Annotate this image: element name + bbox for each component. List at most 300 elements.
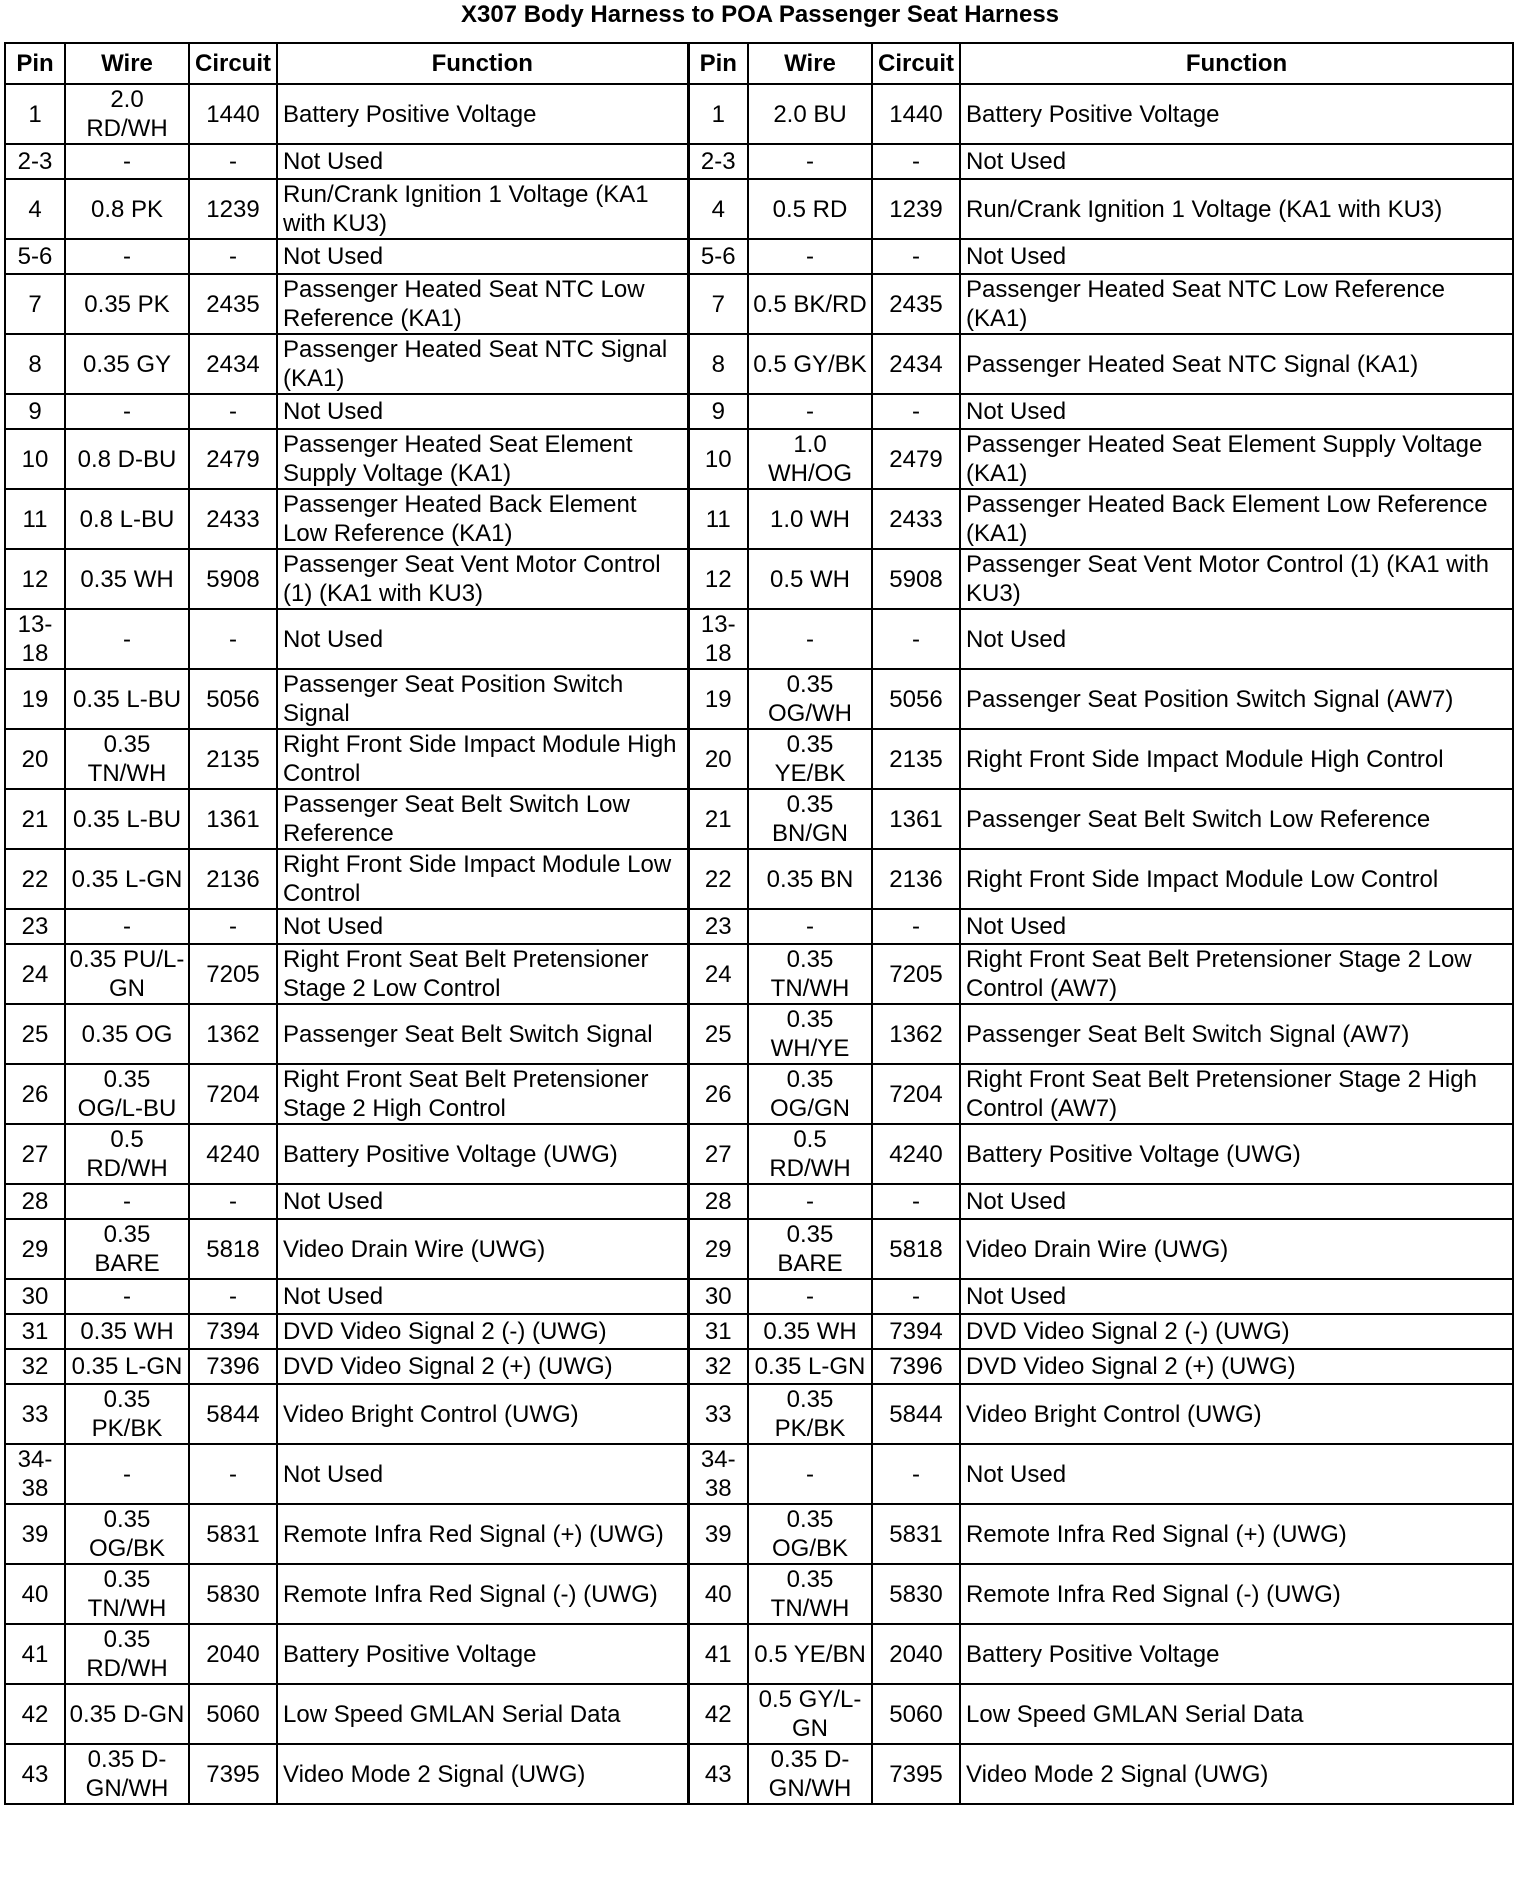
cell-wire-right: 0.35 PK/BK [748,1384,872,1444]
cell-function-right: Not Used [960,1444,1513,1504]
cell-circuit-right: 1362 [872,1004,960,1064]
cell-pin-right: 29 [688,1219,748,1279]
cell-circuit-left: 2433 [189,489,277,549]
table-row [5,84,1513,144]
cell-pin-left: 20 [5,729,65,789]
table-body [5,84,1513,1804]
cell-circuit-right: 5818 [872,1219,960,1279]
cell-circuit-right: 7205 [872,944,960,1004]
table-row [5,1684,1513,1744]
cell-pin-right: 33 [688,1384,748,1444]
cell-wire-left: 0.35 OG/L-BU [65,1064,189,1124]
cell-pin-right: 40 [688,1564,748,1624]
cell-circuit-left: 5830 [189,1564,277,1624]
cell-circuit-right: - [872,394,960,429]
cell-pin-left: 11 [5,489,65,549]
cell-wire-right: 0.5 GY/L-GN [748,1684,872,1744]
cell-wire-left: 0.35 WH [65,549,189,609]
cell-circuit-left: 1362 [189,1004,277,1064]
header-circuit-right: Circuit [872,43,960,84]
table-row [5,429,1513,489]
table-row [5,144,1513,179]
cell-wire-left: 0.35 PK [65,274,189,334]
cell-wire-left: - [65,609,189,669]
cell-function-right: Battery Positive Voltage (UWG) [960,1124,1513,1184]
cell-function-right: Passenger Heated Back Element Low Reference (KA1) [960,489,1513,549]
cell-function-left: Not Used [277,1184,688,1219]
cell-wire-right: - [748,609,872,669]
cell-pin-right: 21 [688,789,748,849]
cell-pin-right: 26 [688,1064,748,1124]
cell-pin-right: 19 [688,669,748,729]
cell-pin-right: 28 [688,1184,748,1219]
cell-pin-left: 33 [5,1384,65,1444]
cell-wire-left: 0.35 PK/BK [65,1384,189,1444]
header-function-left: Function [277,43,688,84]
cell-pin-right: 7 [688,274,748,334]
cell-wire-left: - [65,1184,189,1219]
cell-circuit-left: 7395 [189,1744,277,1804]
header-wire-left: Wire [65,43,189,84]
cell-circuit-left: - [189,1184,277,1219]
cell-wire-right: - [748,144,872,179]
cell-wire-right: - [748,1279,872,1314]
table-header-row [5,43,1513,84]
cell-circuit-right: - [872,1184,960,1219]
cell-pin-left: 26 [5,1064,65,1124]
cell-circuit-right: 4240 [872,1124,960,1184]
cell-pin-right: 11 [688,489,748,549]
cell-circuit-left: 2435 [189,274,277,334]
cell-function-left: Passenger Heated Seat NTC Low Reference (KA1) [277,274,688,334]
cell-circuit-left: 1440 [189,84,277,144]
cell-function-right: Run/Crank Ignition 1 Voltage (KA1 with KU3) [960,179,1513,239]
page-title: X307 Body Harness to POA Passenger Seat Harness [460,1,1060,28]
table-row [5,1444,1513,1504]
cell-pin-right: 13-18 [688,609,748,669]
cell-function-left: DVD Video Signal 2 (+) (UWG) [277,1349,688,1384]
table-row [5,489,1513,549]
cell-circuit-right: 7395 [872,1744,960,1804]
cell-circuit-right: 7396 [872,1349,960,1384]
cell-wire-right: 0.35 OG/WH [748,669,872,729]
table-row [5,334,1513,394]
cell-wire-left: 0.35 RD/WH [65,1624,189,1684]
cell-function-left: Passenger Seat Belt Switch Signal [277,1004,688,1064]
cell-function-right: Video Drain Wire (UWG) [960,1219,1513,1279]
cell-circuit-right: - [872,239,960,274]
cell-pin-left: 30 [5,1279,65,1314]
cell-wire-left: 0.35 TN/WH [65,729,189,789]
cell-circuit-left: 2434 [189,334,277,394]
table-row [5,1384,1513,1444]
cell-circuit-right: 5908 [872,549,960,609]
cell-pin-left: 10 [5,429,65,489]
cell-pin-right: 41 [688,1624,748,1684]
pinout-table-container [4,42,1512,1805]
cell-function-left: Right Front Seat Belt Pretensioner Stage 2 Low Control [277,944,688,1004]
cell-function-right: Right Front Seat Belt Pretensioner Stage 2 High Control (AW7) [960,1064,1513,1124]
cell-wire-left: 2.0 RD/WH [65,84,189,144]
cell-circuit-right: 2040 [872,1624,960,1684]
cell-wire-right: 0.35 TN/WH [748,944,872,1004]
cell-circuit-right: 2135 [872,729,960,789]
cell-function-right: Passenger Heated Seat Element Supply Voltage (KA1) [960,429,1513,489]
cell-circuit-left: - [189,609,277,669]
cell-function-right: Passenger Seat Belt Switch Signal (AW7) [960,1004,1513,1064]
cell-function-left: Video Mode 2 Signal (UWG) [277,1744,688,1804]
cell-pin-left: 12 [5,549,65,609]
cell-pin-left: 32 [5,1349,65,1384]
cell-function-right: Remote Infra Red Signal (+) (UWG) [960,1504,1513,1564]
cell-pin-right: 22 [688,849,748,909]
cell-function-left: DVD Video Signal 2 (-) (UWG) [277,1314,688,1349]
cell-circuit-left: 7396 [189,1349,277,1384]
cell-function-left: Not Used [277,1444,688,1504]
cell-pin-right: 25 [688,1004,748,1064]
cell-function-right: Passenger Heated Seat NTC Signal (KA1) [960,334,1513,394]
cell-pin-left: 19 [5,669,65,729]
cell-function-right: Passenger Seat Vent Motor Control (1) (KA1 with KU3) [960,549,1513,609]
cell-function-right: Not Used [960,909,1513,944]
cell-wire-right: 0.5 WH [748,549,872,609]
cell-pin-right: 8 [688,334,748,394]
header-pin-right: Pin [688,43,748,84]
cell-pin-right: 5-6 [688,239,748,274]
table-row [5,669,1513,729]
cell-pin-left: 31 [5,1314,65,1349]
cell-pin-left: 23 [5,909,65,944]
cell-circuit-right: 5060 [872,1684,960,1744]
cell-wire-left: 0.35 WH [65,1314,189,1349]
cell-pin-left: 28 [5,1184,65,1219]
cell-pin-right: 9 [688,394,748,429]
cell-circuit-left: - [189,1279,277,1314]
cell-circuit-left: - [189,909,277,944]
cell-pin-right: 27 [688,1124,748,1184]
cell-wire-right: 0.5 YE/BN [748,1624,872,1684]
cell-circuit-left: 2040 [189,1624,277,1684]
cell-wire-left: 0.35 L-GN [65,849,189,909]
cell-pin-right: 23 [688,909,748,944]
cell-circuit-right: 2479 [872,429,960,489]
cell-function-left: Not Used [277,394,688,429]
cell-pin-left: 25 [5,1004,65,1064]
cell-wire-right: - [748,394,872,429]
cell-pin-left: 29 [5,1219,65,1279]
cell-wire-right: - [748,239,872,274]
cell-pin-left: 5-6 [5,239,65,274]
cell-wire-right: 0.35 WH [748,1314,872,1349]
cell-wire-right: 0.35 WH/YE [748,1004,872,1064]
cell-function-right: Battery Positive Voltage [960,1624,1513,1684]
cell-circuit-right: 5056 [872,669,960,729]
cell-function-right: Not Used [960,1279,1513,1314]
cell-function-left: Passenger Seat Position Switch Signal [277,669,688,729]
table-row [5,729,1513,789]
cell-wire-left: 0.8 D-BU [65,429,189,489]
cell-function-right: Passenger Seat Belt Switch Low Reference [960,789,1513,849]
cell-circuit-right: - [872,609,960,669]
cell-pin-left: 7 [5,274,65,334]
cell-pin-left: 27 [5,1124,65,1184]
table-row [5,789,1513,849]
cell-circuit-left: 2135 [189,729,277,789]
cell-function-left: Low Speed GMLAN Serial Data [277,1684,688,1744]
table-row [5,1124,1513,1184]
cell-pin-right: 43 [688,1744,748,1804]
cell-circuit-left: 5060 [189,1684,277,1744]
cell-circuit-right: 1440 [872,84,960,144]
cell-function-right: Video Bright Control (UWG) [960,1384,1513,1444]
cell-function-right: Not Used [960,609,1513,669]
cell-circuit-left: 1239 [189,179,277,239]
cell-wire-left: 0.35 D-GN [65,1684,189,1744]
cell-function-right: Not Used [960,239,1513,274]
cell-function-left: Passenger Heated Seat Element Supply Voltage (KA1) [277,429,688,489]
cell-function-right: Low Speed GMLAN Serial Data [960,1684,1513,1744]
cell-pin-left: 39 [5,1504,65,1564]
cell-function-left: Battery Positive Voltage [277,84,688,144]
cell-circuit-right: 2435 [872,274,960,334]
table-row [5,274,1513,334]
cell-wire-left: - [65,144,189,179]
cell-wire-right: 0.35 YE/BK [748,729,872,789]
cell-circuit-left: 1361 [189,789,277,849]
cell-pin-left: 9 [5,394,65,429]
cell-circuit-left: - [189,239,277,274]
table-row [5,1219,1513,1279]
cell-circuit-right: - [872,1279,960,1314]
cell-wire-right: 0.5 BK/RD [748,274,872,334]
cell-pin-right: 1 [688,84,748,144]
cell-function-left: Not Used [277,239,688,274]
cell-wire-right: - [748,1184,872,1219]
header-wire-right: Wire [748,43,872,84]
cell-wire-right: 0.35 OG/GN [748,1064,872,1124]
cell-wire-right: 0.35 BARE [748,1219,872,1279]
cell-wire-left: 0.35 OG [65,1004,189,1064]
cell-circuit-right: 1239 [872,179,960,239]
cell-function-right: Right Front Seat Belt Pretensioner Stage 2 Low Control (AW7) [960,944,1513,1004]
cell-function-right: Remote Infra Red Signal (-) (UWG) [960,1564,1513,1624]
cell-function-right: Passenger Heated Seat NTC Low Reference (KA1) [960,274,1513,334]
cell-wire-left: 0.35 GY [65,334,189,394]
cell-wire-right: 0.5 RD [748,179,872,239]
cell-circuit-left: 5831 [189,1504,277,1564]
cell-circuit-right: 5831 [872,1504,960,1564]
cell-pin-right: 20 [688,729,748,789]
cell-wire-left: - [65,239,189,274]
cell-pin-left: 42 [5,1684,65,1744]
cell-wire-right: - [748,909,872,944]
cell-pin-left: 40 [5,1564,65,1624]
cell-pin-right: 32 [688,1349,748,1384]
cell-wire-left: - [65,1444,189,1504]
table-row [5,239,1513,274]
cell-function-left: Not Used [277,909,688,944]
cell-wire-left: 0.35 L-GN [65,1349,189,1384]
cell-function-left: Run/Crank Ignition 1 Voltage (KA1 with KU3) [277,179,688,239]
cell-function-left: Video Bright Control (UWG) [277,1384,688,1444]
cell-pin-right: 30 [688,1279,748,1314]
cell-wire-left: 0.35 BARE [65,1219,189,1279]
table-row [5,944,1513,1004]
cell-pin-right: 34-38 [688,1444,748,1504]
table-row [5,909,1513,944]
cell-circuit-left: 5818 [189,1219,277,1279]
cell-wire-left: 0.35 OG/BK [65,1504,189,1564]
cell-wire-right: 0.5 GY/BK [748,334,872,394]
table-row [5,1184,1513,1219]
cell-function-left: Not Used [277,609,688,669]
cell-pin-right: 24 [688,944,748,1004]
cell-function-left: Not Used [277,1279,688,1314]
cell-circuit-right: - [872,1444,960,1504]
table-row [5,1279,1513,1314]
table-row [5,549,1513,609]
cell-function-left: Not Used [277,144,688,179]
cell-circuit-left: - [189,394,277,429]
cell-function-left: Passenger Seat Belt Switch Low Reference [277,789,688,849]
cell-function-left: Passenger Heated Back Element Low Reference (KA1) [277,489,688,549]
cell-function-left: Passenger Seat Vent Motor Control (1) (KA1 with KU3) [277,549,688,609]
cell-function-right: Not Used [960,144,1513,179]
cell-pin-left: 41 [5,1624,65,1684]
cell-circuit-right: 5844 [872,1384,960,1444]
cell-circuit-right: 7204 [872,1064,960,1124]
cell-circuit-right: - [872,909,960,944]
cell-function-left: Remote Infra Red Signal (-) (UWG) [277,1564,688,1624]
cell-pin-left: 8 [5,334,65,394]
table-row [5,849,1513,909]
cell-wire-right: 0.35 D-GN/WH [748,1744,872,1804]
table-row [5,1624,1513,1684]
cell-wire-left: 0.35 PU/L-GN [65,944,189,1004]
table-row [5,179,1513,239]
cell-function-right: Battery Positive Voltage [960,84,1513,144]
cell-wire-left: 0.35 D-GN/WH [65,1744,189,1804]
cell-function-right: DVD Video Signal 2 (+) (UWG) [960,1349,1513,1384]
cell-wire-right: - [748,1444,872,1504]
cell-function-right: Video Mode 2 Signal (UWG) [960,1744,1513,1804]
cell-function-left: Right Front Seat Belt Pretensioner Stage 2 High Control [277,1064,688,1124]
cell-wire-right: 0.5 RD/WH [748,1124,872,1184]
cell-wire-right: 0.35 BN [748,849,872,909]
cell-pin-right: 42 [688,1684,748,1744]
cell-function-left: Right Front Side Impact Module High Control [277,729,688,789]
cell-pin-left: 21 [5,789,65,849]
cell-circuit-right: 7394 [872,1314,960,1349]
cell-function-left: Video Drain Wire (UWG) [277,1219,688,1279]
cell-function-right: Not Used [960,394,1513,429]
cell-wire-left: 0.35 L-BU [65,669,189,729]
cell-wire-right: 0.35 L-GN [748,1349,872,1384]
cell-pin-left: 34-38 [5,1444,65,1504]
table-row [5,1744,1513,1804]
table-row [5,1064,1513,1124]
cell-circuit-left: 7205 [189,944,277,1004]
cell-function-right: DVD Video Signal 2 (-) (UWG) [960,1314,1513,1349]
pinout-table [4,42,1514,1805]
cell-function-left: Remote Infra Red Signal (+) (UWG) [277,1504,688,1564]
cell-wire-right: 1.0 WH/OG [748,429,872,489]
cell-pin-left: 1 [5,84,65,144]
table-row [5,1004,1513,1064]
cell-circuit-left: 7394 [189,1314,277,1349]
cell-pin-left: 43 [5,1744,65,1804]
cell-circuit-right: 2434 [872,334,960,394]
cell-wire-right: 0.35 BN/GN [748,789,872,849]
cell-circuit-left: - [189,1444,277,1504]
cell-wire-left: 0.8 PK [65,179,189,239]
cell-circuit-left: 5908 [189,549,277,609]
table-row [5,1564,1513,1624]
cell-wire-left: - [65,909,189,944]
cell-wire-right: 1.0 WH [748,489,872,549]
cell-circuit-right: 1361 [872,789,960,849]
cell-wire-left: 0.8 L-BU [65,489,189,549]
cell-pin-right: 12 [688,549,748,609]
cell-circuit-right: 2136 [872,849,960,909]
cell-wire-left: 0.35 L-BU [65,789,189,849]
table-row [5,1314,1513,1349]
cell-pin-right: 2-3 [688,144,748,179]
cell-circuit-left: 2479 [189,429,277,489]
header-function-right: Function [960,43,1513,84]
cell-pin-right: 31 [688,1314,748,1349]
cell-pin-left: 24 [5,944,65,1004]
cell-wire-right: 2.0 BU [748,84,872,144]
cell-pin-right: 10 [688,429,748,489]
cell-circuit-left: 5056 [189,669,277,729]
header-pin-left: Pin [5,43,65,84]
cell-function-right: Right Front Side Impact Module Low Control [960,849,1513,909]
cell-pin-left: 13-18 [5,609,65,669]
cell-wire-right: 0.35 TN/WH [748,1564,872,1624]
table-row [5,1504,1513,1564]
cell-wire-left: - [65,1279,189,1314]
cell-function-right: Not Used [960,1184,1513,1219]
cell-circuit-left: - [189,144,277,179]
cell-wire-left: 0.35 TN/WH [65,1564,189,1624]
cell-function-right: Right Front Side Impact Module High Control [960,729,1513,789]
cell-circuit-right: 2433 [872,489,960,549]
header-circuit-left: Circuit [189,43,277,84]
cell-circuit-left: 7204 [189,1064,277,1124]
cell-circuit-left: 4240 [189,1124,277,1184]
cell-wire-right: 0.35 OG/BK [748,1504,872,1564]
cell-circuit-right: 5830 [872,1564,960,1624]
cell-circuit-right: - [872,144,960,179]
cell-pin-left: 4 [5,179,65,239]
cell-pin-right: 4 [688,179,748,239]
table-row [5,394,1513,429]
table-row [5,1349,1513,1384]
cell-circuit-left: 2136 [189,849,277,909]
cell-circuit-left: 5844 [189,1384,277,1444]
cell-function-left: Passenger Heated Seat NTC Signal (KA1) [277,334,688,394]
cell-function-left: Right Front Side Impact Module Low Control [277,849,688,909]
table-row [5,609,1513,669]
cell-wire-left: - [65,394,189,429]
cell-pin-left: 22 [5,849,65,909]
cell-function-left: Battery Positive Voltage [277,1624,688,1684]
cell-wire-left: 0.5 RD/WH [65,1124,189,1184]
cell-pin-left: 2-3 [5,144,65,179]
cell-pin-right: 39 [688,1504,748,1564]
cell-function-left: Battery Positive Voltage (UWG) [277,1124,688,1184]
